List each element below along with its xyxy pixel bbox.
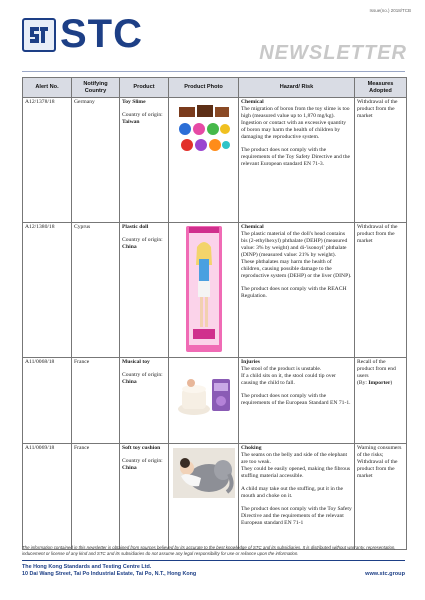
hazard-effect: They could be easily opened, making the fibrous stuffing material accessible. [241,465,351,479]
table-row [23,358,407,444]
table-header-row [23,78,407,98]
product-cell [120,98,169,223]
hazard-type: Chemical [241,224,264,230]
header-divider [22,71,405,72]
hazard-compliance: The product does not comply with the REACH Regulation. [241,285,347,299]
product-name: Musical toy [122,359,150,365]
hazard-description: The stool of the product is unstable. [241,365,322,372]
notifying-country: Cyprus [72,223,120,358]
hazard-description: The seams on the belly and side of the elephant are too weak. [241,451,348,465]
measures-cell [355,444,407,550]
product-cell [120,223,169,358]
stc-logo-icon [22,18,56,52]
hazard-effect: These phthalates may harm the health of children, causing possible damage to the reproductive system (DEHP) or the liver (DINP). [241,258,352,279]
product-name: Soft toy cushion [122,445,161,451]
origin-country: China [122,243,137,250]
alert-number: A11/0068/18 [23,358,72,444]
soft-toy-cushion-image [173,448,235,498]
notifying-country: Germany [72,98,120,223]
issue-number: Issue(no.) 2018/TCB [369,8,411,13]
measures-by: (By: Importer) [357,379,393,386]
measures-adopted: Recall of the product from end users [357,359,396,379]
hazard-cell [239,98,355,223]
footer-divider [22,560,405,561]
origin-label: Country of origin: [122,371,163,378]
hazard-description: The migration of boron from the toy slime is too high (measured value up to 1,870 mg/kg). [241,105,350,119]
col-header-product: Product [120,78,169,98]
measures-cell [355,358,407,444]
notifying-country: France [72,358,120,444]
hazard-effect: Ingestion or contact with an excessive quantity of boron may harm the health of children by damaging the reproductive system. [241,119,347,140]
col-header-alert: Alert No. [23,78,72,98]
alert-number: A12/1378/18 [23,98,72,223]
hazard-compliance: The product does not comply with the requirements of the Toy Safety Directive and the relevant European standard EN 71-3. [241,146,351,167]
product-photo [169,444,239,550]
hazard-type: Chemical [241,99,264,105]
alerts-table [22,77,407,550]
alert-number: A12/1380/18 [23,223,72,358]
measures-by-party: Importer [368,379,391,386]
origin-country: Taiwan [122,118,140,125]
alert-number: A11/0069/18 [23,444,72,550]
newsletter-title: NEWSLETTER [259,42,407,64]
product-cell [120,444,169,550]
table-row [23,444,407,550]
col-header-photo: Product Photo [169,78,239,98]
product-photo [169,358,239,444]
company-address: 10 Dai Wang Street, Tai Po Industrial Estate, Tai Po, N.T., Hong Kong [22,571,197,578]
hazard-effect-2: A child may take out the stuffing, put it in the mouth and choke on it. [241,485,343,499]
product-name: Plastic doll [122,224,149,230]
col-header-measures: Measures Adopted [355,78,407,98]
hazard-type: Choking [241,445,262,451]
table-row [23,223,407,358]
col-header-hazard: Hazard/ Risk [239,78,355,98]
hazard-cell [239,223,355,358]
page-header [0,0,425,72]
musical-toy-image [174,369,234,425]
product-name: Toy Slime [122,99,146,105]
product-photo [169,223,239,358]
hazard-description: The plastic material of the doll's head contains bis (2-ethylhexyl) phthalate (DEHP) (measured value: 3% by weight) and di-'isonoyl' phthalate (DINP) (measured value: 21% by weight). [241,230,348,258]
origin-label: Country of origin: [122,457,163,464]
toy-slime-image [173,101,235,159]
origin-label: Country of origin: [122,111,163,118]
website-link[interactable]: www.stc.group [365,571,405,577]
origin-label: Country of origin: [122,236,163,243]
hazard-compliance: The product does not comply with the requirements of the European Standard EN 71-1. [241,392,351,406]
company-name: The Hong Kong Standards and Testing Centre Ltd. [22,564,152,570]
logo-text: STC [60,12,143,56]
measures-adopted: Withdrawal of the product from the market [355,223,407,358]
product-cell [120,358,169,444]
footer-address-block [22,564,196,579]
hazard-compliance: The product does not comply with the Toy Safety Directive and the requirements of the relevant European standard EN 71-1 [241,505,352,526]
table-row [23,98,407,223]
hazard-effect: If a child sits on it, the stool could tip over causing the child to fall. [241,372,336,386]
origin-country: China [122,464,137,471]
disclaimer: The information contained in this newsletter is obtained from sources believed by its accurate to the best knowledge of STC and its subsidiaries. It is distributed without warranty, representation, inducement or license of any kind and STC and its subsidiaries do not assume any legal responsibility for use or reliance upon the information. [22,545,396,556]
measures-adopted: Withdrawal of the product from the market [355,98,407,223]
hazard-type: Injuries [241,359,260,365]
plastic-doll-image [185,225,223,353]
measures-warning: Warning consumers of the risks; [357,445,402,458]
hazard-cell [239,358,355,444]
col-header-country: Notifying Country [72,78,120,98]
measures-adopted: Withdrawal of the product from the market [357,458,398,479]
hazard-cell [239,444,355,550]
origin-country: China [122,378,137,385]
product-photo [169,98,239,223]
notifying-country: France [72,444,120,550]
